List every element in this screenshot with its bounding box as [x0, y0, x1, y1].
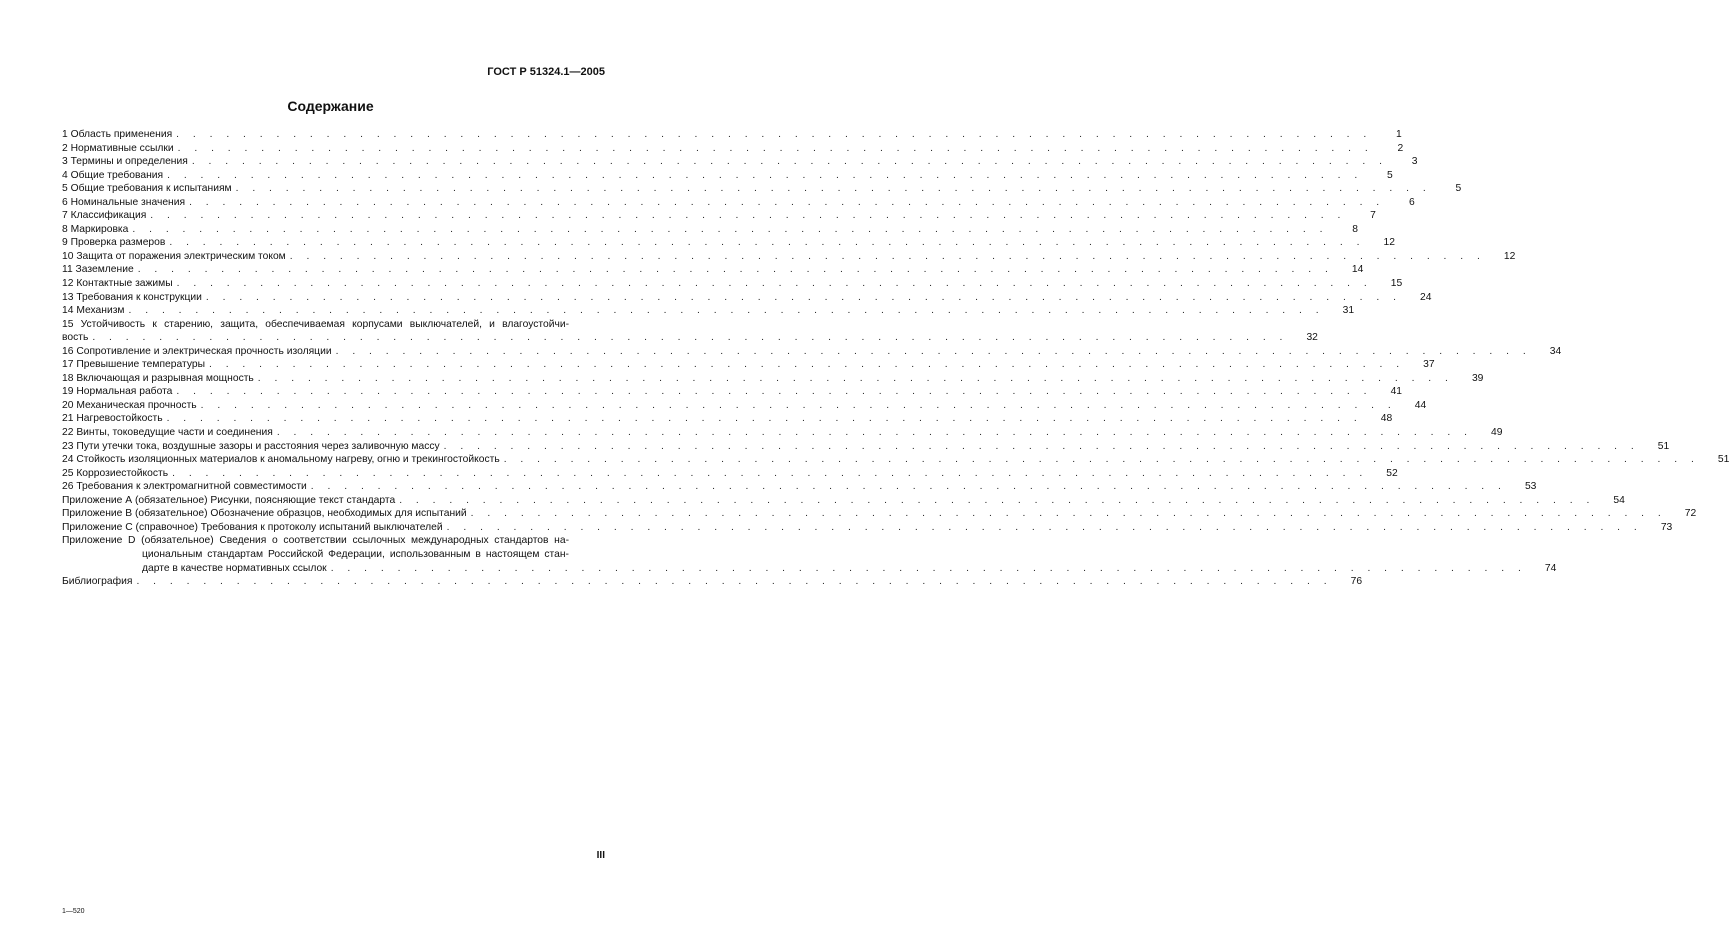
- leader-dots: . . . . . . . . . . . . . . . . . . . . . . . . . . . . . . . . . . . . . . . . . . . . . . . . . . . . . . . . . . . . . . . . . . . . . . . .: [446, 521, 1643, 533]
- toc-entry-page: 51: [1657, 440, 1670, 452]
- leader-dots: . . . . . . . . . . . . . . . . . . . . . . . . . . . . . . . . . . . . . . . . . . . . . . . . . . . . . . . . . . . . . . . . . . . . . . . .: [167, 169, 1363, 181]
- toc-entry-label: 15 Устойчивость к старению, защита, обеспечиваемая корпусами выключателей, и влагоустойчи-: [62, 318, 569, 330]
- toc-entry-page: 49: [1490, 427, 1503, 439]
- toc-entry-label: 18 Включающая и разрывная мощность: [62, 372, 254, 384]
- toc-entry-label: 6 Номинальные значения: [62, 196, 186, 208]
- toc-entry-page: 5: [1386, 169, 1393, 181]
- leader-dots: . . . . . . . . . . . . . . . . . . . . . . . . . . . . . . . . . . . . . . . . . . . . . . . . . . . . . . . . . . . . . . . . . . . . . . . .: [137, 264, 1334, 276]
- leader-dots: . . . . . . . . . . . . . . . . . . . . . . . . . . . . . . . . . . . . . . . . . . . . . . . . . . . . . . . . . . . . . . . . . . . . . . . .: [470, 508, 1667, 520]
- toc-entry[interactable]: [62, 372, 1484, 386]
- toc-entry-label: 10 Защита от поражения электрическим током: [62, 250, 286, 262]
- footer-code: 1—520: [62, 908, 85, 915]
- toc-entry-page: 72: [1684, 508, 1697, 520]
- toc-entry[interactable]: [62, 209, 1376, 223]
- toc-entry-label: 17 Превышение температуры: [62, 359, 205, 371]
- toc-entry-page: 41: [1390, 386, 1403, 398]
- leader-dots: . . . . . . . . . . . . . . . . . . . . . . . . . . . . . . . . . . . . . . . . . . . . . . . . . . . . . . . . . . . . . . . . . . . . . . . .: [330, 562, 1527, 574]
- toc-entry[interactable]: [62, 128, 1402, 142]
- leader-dots: . . . . . . . . . . . . . . . . . . . . . . . . . . . . . . . . . . . . . . . . . . . . . . . . . . . . . . . . . . . . . . . . . . . . . . . .: [172, 467, 1368, 479]
- toc-entry-page: 53: [1524, 481, 1537, 493]
- toc-entry[interactable]: [62, 304, 1355, 318]
- toc-entry[interactable]: [62, 467, 1398, 481]
- toc-entry-page: 15: [1390, 278, 1403, 290]
- leader-dots: . . . . . . . . . . . . . . . . . . . . . . . . . . . . . . . . . . . . . . . . . . . . . . . . . . . . . . . . . . . . . . . . . . . . . . . .: [235, 183, 1432, 195]
- toc-entry-label: 7 Классификация: [62, 210, 147, 222]
- toc-entry[interactable]: [62, 358, 1435, 372]
- toc-entry[interactable]: [62, 291, 1432, 305]
- toc-entry-label: 22 Винты, токоведущие части и соединения: [62, 427, 273, 439]
- page-title: Содержание: [287, 98, 374, 114]
- leader-dots: . . . . . . . . . . . . . . . . . . . . . . . . . . . . . . . . . . . . . . . . . . . . . . . . . . . . . . . . . . . . . . . . . . . . . . . .: [399, 494, 1595, 506]
- toc-entry-page: 6: [1408, 196, 1415, 208]
- toc-entry-label: 11 Заземление: [62, 264, 134, 276]
- toc-entry-label: Библиография: [62, 576, 133, 588]
- leader-dots: . . . . . . . . . . . . . . . . . . . . . . . . . . . . . . . . . . . . . . . . . . . . . . . . . . . . . . . . . . . . . . . . . . . . . . . .: [289, 250, 1486, 262]
- toc-entry-label: 21 Нагревостойкость: [62, 413, 163, 425]
- leader-dots: . . . . . . . . . . . . . . . . . . . . . . . . . . . . . . . . . . . . . . . . . . . . . . . . . . . . . . . . . . . . . . . . . . . . . . . .: [128, 305, 1325, 317]
- toc-entry[interactable]: [62, 345, 1562, 359]
- toc-entry-label: 25 Коррозиестойкость: [62, 467, 169, 479]
- leader-dots: . . . . . . . . . . . . . . . . . . . . . . . . . . . . . . . . . . . . . . . . . . . . . . . . . . . . . . . . . . . . . . . . . . . . . . . .: [335, 345, 1532, 357]
- leader-dots: . . . . . . . . . . . . . . . . . . . . . . . . . . . . . . . . . . . . . . . . . . . . . . . . . . . . . . . . . . . . . . . . . . . . . . . .: [191, 156, 1388, 168]
- toc-entry-page: 14: [1351, 264, 1364, 276]
- toc-entry-label: Приложение D (обязательное) Сведения о соответствии ссылочных международных стандартов на-: [62, 535, 569, 547]
- toc-entry[interactable]: [62, 277, 1403, 291]
- leader-dots: . . . . . . . . . . . . . . . . . . . . . . . . . . . . . . . . . . . . . . . . . . . . . . . . . . . . . . . . . . . . . . . . . . . . . . . .: [176, 278, 1373, 290]
- toc-entry[interactable]: [62, 155, 1418, 169]
- toc-entry-page: 5: [1455, 183, 1462, 195]
- toc-entry[interactable]: [62, 534, 1557, 575]
- toc-entry-label: 13 Требования к конструкции: [62, 291, 202, 303]
- toc-entry[interactable]: [62, 575, 1363, 589]
- toc-entry[interactable]: [62, 250, 1516, 264]
- leader-dots: . . . . . . . . . . . . . . . . . . . . . . . . . . . . . . . . . . . . . . . . . . . . . . . . . . . . . . . . . . . . . . . . . . . . . . . .: [136, 576, 1333, 588]
- leader-dots: . . . . . . . . . . . . . . . . . . . . . . . . . . . . . . . . . . . . . . . . . . . . . . . . . . . . . . . . . . . . . . . . . . . . . . . .: [276, 427, 1473, 439]
- toc-entry-page: 54: [1613, 494, 1625, 506]
- toc-entry-label: 16 Сопротивление и электрическая прочность изоляции: [62, 345, 332, 357]
- toc-entry-label: 8 Маркировка: [62, 223, 129, 235]
- leader-dots: . . . . . . . . . . . . . . . . . . . . . . . . . . . . . . . . . . . . . . . . . . . . . . . . . . . . . . . . . . . . . . . . . . . . . . . .: [208, 359, 1405, 371]
- toc-entry-label: 24 Стойкость изоляционных материалов к аномальному нагреву, огню и трекингостойкость: [62, 454, 500, 466]
- toc-entry[interactable]: [62, 494, 1625, 508]
- toc-entry-page: 48: [1380, 413, 1393, 425]
- toc-entry-label: Приложение А (обязательное) Рисунки, поясняющие текст стандарта: [62, 494, 396, 506]
- leader-dots: . . . . . . . . . . . . . . . . . . . . . . . . . . . . . . . . . . . . . . . . . . . . . . . . . . . . . . . . . . . . . . . . . . . . . . . .: [132, 223, 1328, 235]
- toc-entry[interactable]: [62, 385, 1403, 399]
- toc-entry[interactable]: [62, 426, 1503, 440]
- toc-entry[interactable]: [62, 412, 1393, 426]
- toc-entry[interactable]: [62, 236, 1395, 250]
- leader-dots: . . . . . . . . . . . . . . . . . . . . . . . . . . . . . . . . . . . . . . . . . . . . . . . . . . . . . . . . . . . . . . . . . . . . . . . .: [443, 440, 1640, 452]
- leader-dots: . . . . . . . . . . . . . . . . . . . . . . . . . . . . . . . . . . . . . . . . . . . . . . . . . . . . . . . . . . . . . . . . . . . . . . . .: [177, 142, 1374, 154]
- leader-dots: . . . . . . . . . . . . . . . . . . . . . . . . . . . . . . . . . . . . . . . . . . . . . . . . . . . . . . . . . . . . . . . . . . . . . . . .: [176, 386, 1373, 398]
- toc-entry-label: Приложение С (справочное) Требования к протоколу испытаний выключателей: [62, 521, 443, 533]
- toc-entry-label: Приложение В (обязательное) Обозначение образцов, необходимых для испытаний: [62, 508, 467, 520]
- toc-entry[interactable]: [62, 453, 1729, 467]
- toc-entry[interactable]: [62, 142, 1404, 156]
- toc-entry-page: 51: [1717, 454, 1729, 466]
- document-number-header: ГОСТ Р 51324.1—2005: [487, 66, 605, 78]
- toc-entry[interactable]: [62, 480, 1537, 494]
- toc-entry[interactable]: [62, 399, 1427, 413]
- leader-dots: . . . . . . . . . . . . . . . . . . . . . . . . . . . . . . . . . . . . . . . . . . . . . . . . . . . . . . . . . . . . . . . . . . . . . . . .: [189, 196, 1385, 208]
- toc-entry-page: 44: [1414, 399, 1427, 411]
- leader-dots: . . . . . . . . . . . . . . . . . . . . . . . . . . . . . . . . . . . . . . . . . . . . . . . . . . . . . . . . . . . . . . . . . . . . . . . .: [166, 413, 1363, 425]
- leader-dots: . . . . . . . . . . . . . . . . . . . . . . . . . . . . . . . . . . . . . . . . . . . . . . . . . . . . . . . . . . . . . . . . . . . . . . . .: [257, 372, 1454, 384]
- toc-entry[interactable]: [62, 223, 1358, 237]
- table-of-contents: [62, 128, 1729, 589]
- toc-entry-label: 20 Механическая прочность: [62, 399, 197, 411]
- toc-entry-page: 3: [1411, 156, 1418, 168]
- toc-entry-label: 19 Нормальная работа: [62, 386, 173, 398]
- toc-entry-label: 4 Общие требования: [62, 169, 164, 181]
- leader-dots: . . . . . . . . . . . . . . . . . . . . . . . . . . . . . . . . . . . . . . . . . . . . . . . . . . . . . . . . . . . . . . . . . . . . . . . .: [169, 237, 1365, 249]
- toc-entry-label: 14 Механизм: [62, 305, 125, 317]
- page-number-roman: III: [596, 850, 605, 861]
- toc-entry[interactable]: [62, 169, 1393, 183]
- toc-entry[interactable]: [62, 182, 1462, 196]
- toc-entry-label: 26 Требования к электромагнитной совместимости: [62, 481, 307, 493]
- toc-entry-page: 31: [1342, 305, 1355, 317]
- toc-entry[interactable]: [62, 318, 1318, 345]
- toc-entry-page: 37: [1423, 359, 1435, 371]
- toc-entry-page: 12: [1383, 237, 1395, 249]
- toc-entry-page: 1: [1396, 129, 1402, 140]
- leader-dots: . . . . . . . . . . . . . . . . . . . . . . . . . . . . . . . . . . . . . . . . . . . . . . . . . . . . . . . . . . . . . . . . . . . . . . . .: [92, 332, 1288, 344]
- toc-entry[interactable]: [62, 521, 1673, 535]
- toc-entry-label: 1 Область применения: [62, 129, 173, 140]
- leader-dots: . . . . . . . . . . . . . . . . . . . . . . . . . . . . . . . . . . . . . . . . . . . . . . . . . . . . . . . . . . . . . . . . . . . . . . . .: [310, 481, 1507, 493]
- toc-entry-label-continued: дарте в качестве нормативных ссылок: [142, 562, 327, 574]
- toc-entry[interactable]: [62, 263, 1364, 277]
- leader-dots: . . . . . . . . . . . . . . . . . . . . . . . . . . . . . . . . . . . . . . . . . . . . . . . . . . . . . . . . . . . . . . . . . . . . . . . .: [200, 399, 1397, 411]
- toc-entry-page: 52: [1386, 467, 1398, 479]
- toc-entry-label: 2 Нормативные ссылки: [62, 142, 174, 154]
- toc-entry-label-continued: вость: [62, 332, 89, 344]
- toc-entry-page: 39: [1471, 372, 1484, 384]
- toc-entry-page: 32: [1306, 332, 1318, 344]
- toc-entry-label: 5 Общие требования к испытаниям: [62, 183, 232, 195]
- toc-entry-label: 9 Проверка размеров: [62, 237, 166, 249]
- toc-entry[interactable]: [62, 440, 1670, 454]
- toc-entry-page: 12: [1503, 250, 1516, 262]
- toc-entry-page: 76: [1350, 576, 1363, 588]
- toc-entry[interactable]: [62, 507, 1697, 521]
- toc-entry-page: 24: [1420, 291, 1432, 303]
- leader-dots: . . . . . . . . . . . . . . . . . . . . . . . . . . . . . . . . . . . . . . . . . . . . . . . . . . . . . . . . . . . . . . . . . . . . . . . .: [150, 210, 1346, 222]
- toc-entry-page: 73: [1660, 521, 1673, 533]
- toc-entry-label: 12 Контактные зажимы: [62, 278, 173, 290]
- toc-entry-label: 23 Пути утечки тока, воздушные зазоры и расстояния через заливочную массу: [62, 440, 440, 452]
- leader-dots: . . . . . . . . . . . . . . . . . . . . . . . . . . . . . . . . . . . . . . . . . . . . . . . . . . . . . . . . . . . . . . . . . . . . . . . .: [205, 291, 1402, 303]
- leader-dots: . . . . . . . . . . . . . . . . . . . . . . . . . . . . . . . . . . . . . . . . . . . . . . . . . . . . . . . . . . . . . . . . . . . . . . . .: [176, 129, 1372, 140]
- toc-entry-page: 34: [1549, 345, 1562, 357]
- toc-entry-label-continued: циональным стандартам Российской Федерации, использованным в настоящем стан-: [142, 548, 569, 560]
- toc-entry-page: 8: [1352, 223, 1358, 235]
- toc-entry-label: 3 Термины и определения: [62, 156, 188, 168]
- toc-entry-page: 2: [1397, 142, 1404, 154]
- toc-entry[interactable]: [62, 196, 1415, 210]
- toc-entry-page: 7: [1370, 210, 1376, 222]
- leader-dots: . . . . . . . . . . . . . . . . . . . . . . . . . . . . . . . . . . . . . . . . . . . . . . . . . . . . . . . . . . . . . . . . . . . . . . . .: [503, 454, 1700, 466]
- toc-entry-page: 74: [1544, 562, 1557, 574]
